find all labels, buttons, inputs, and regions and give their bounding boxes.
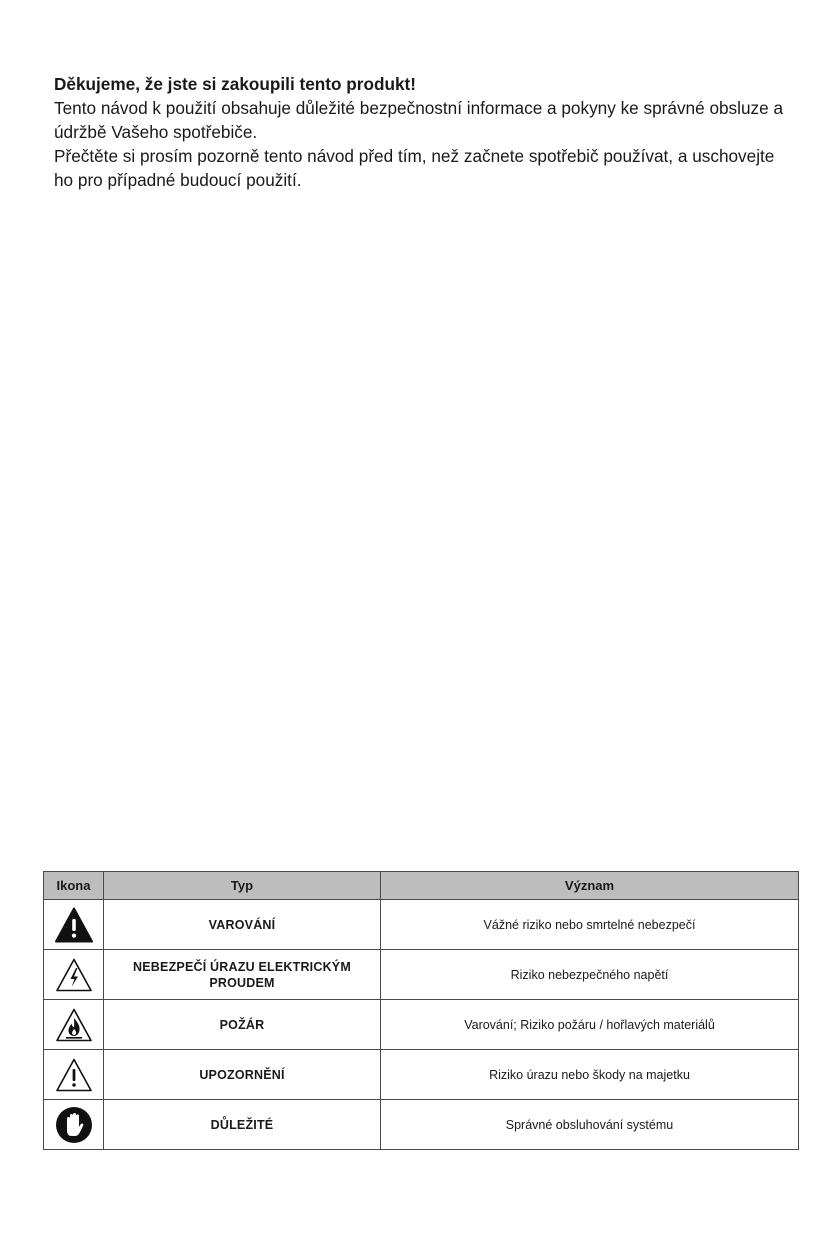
hand-stop-circle-icon bbox=[55, 1106, 93, 1144]
caution-outline-triangle-icon bbox=[55, 1057, 93, 1093]
table-row bbox=[44, 900, 799, 950]
table-header-row bbox=[44, 872, 799, 900]
icon-cell bbox=[44, 1050, 104, 1100]
intro-paragraph-2: Přečtěte si prosím pozorně tento návod před tím, než začnete spotřebič používat, a uschovejte ho pro případné budoucí použití. bbox=[54, 146, 775, 190]
type-cell: UPOZORNĚNÍ bbox=[104, 1050, 381, 1100]
meaning-cell: Vážné riziko nebo smrtelné nebezpečí bbox=[381, 900, 799, 950]
header-icon: Ikona bbox=[44, 872, 104, 900]
warning-filled-triangle-icon bbox=[55, 907, 93, 943]
header-type: Typ bbox=[104, 872, 381, 900]
icon-cell bbox=[44, 900, 104, 950]
table-row bbox=[44, 1050, 799, 1100]
type-cell: NEBEZPEČÍ ÚRAZU ELEKTRICKÝM PROUDEM bbox=[104, 950, 381, 1000]
intro-paragraph-1: Tento návod k použití obsahuje důležité bezpečnostní informace a pokyny ke správné obsluze a údržbě Vašeho spotřebiče. bbox=[54, 98, 784, 142]
meaning-cell: Varování; Riziko požáru / hořlavých materiálů bbox=[381, 1000, 799, 1050]
table-row bbox=[44, 1100, 799, 1150]
intro-heading: Děkujeme, že jste si zakoupili tento produkt! bbox=[54, 74, 416, 94]
meaning-cell: Riziko nebezpečného napětí bbox=[381, 950, 799, 1000]
fire-triangle-icon bbox=[55, 1007, 93, 1043]
type-cell: DŮLEŽITÉ bbox=[104, 1100, 381, 1150]
intro-text bbox=[54, 72, 794, 192]
safety-symbols-table bbox=[43, 871, 799, 1150]
icon-cell bbox=[44, 1000, 104, 1050]
table-row bbox=[44, 1000, 799, 1050]
electric-shock-triangle-icon bbox=[55, 957, 93, 993]
icon-cell bbox=[44, 1100, 104, 1150]
type-cell: VAROVÁNÍ bbox=[104, 900, 381, 950]
header-meaning: Význam bbox=[381, 872, 799, 900]
meaning-cell: Riziko úrazu nebo škody na majetku bbox=[381, 1050, 799, 1100]
meaning-cell: Správné obsluhování systému bbox=[381, 1100, 799, 1150]
icon-cell bbox=[44, 950, 104, 1000]
table-row bbox=[44, 950, 799, 1000]
type-cell: POŽÁR bbox=[104, 1000, 381, 1050]
